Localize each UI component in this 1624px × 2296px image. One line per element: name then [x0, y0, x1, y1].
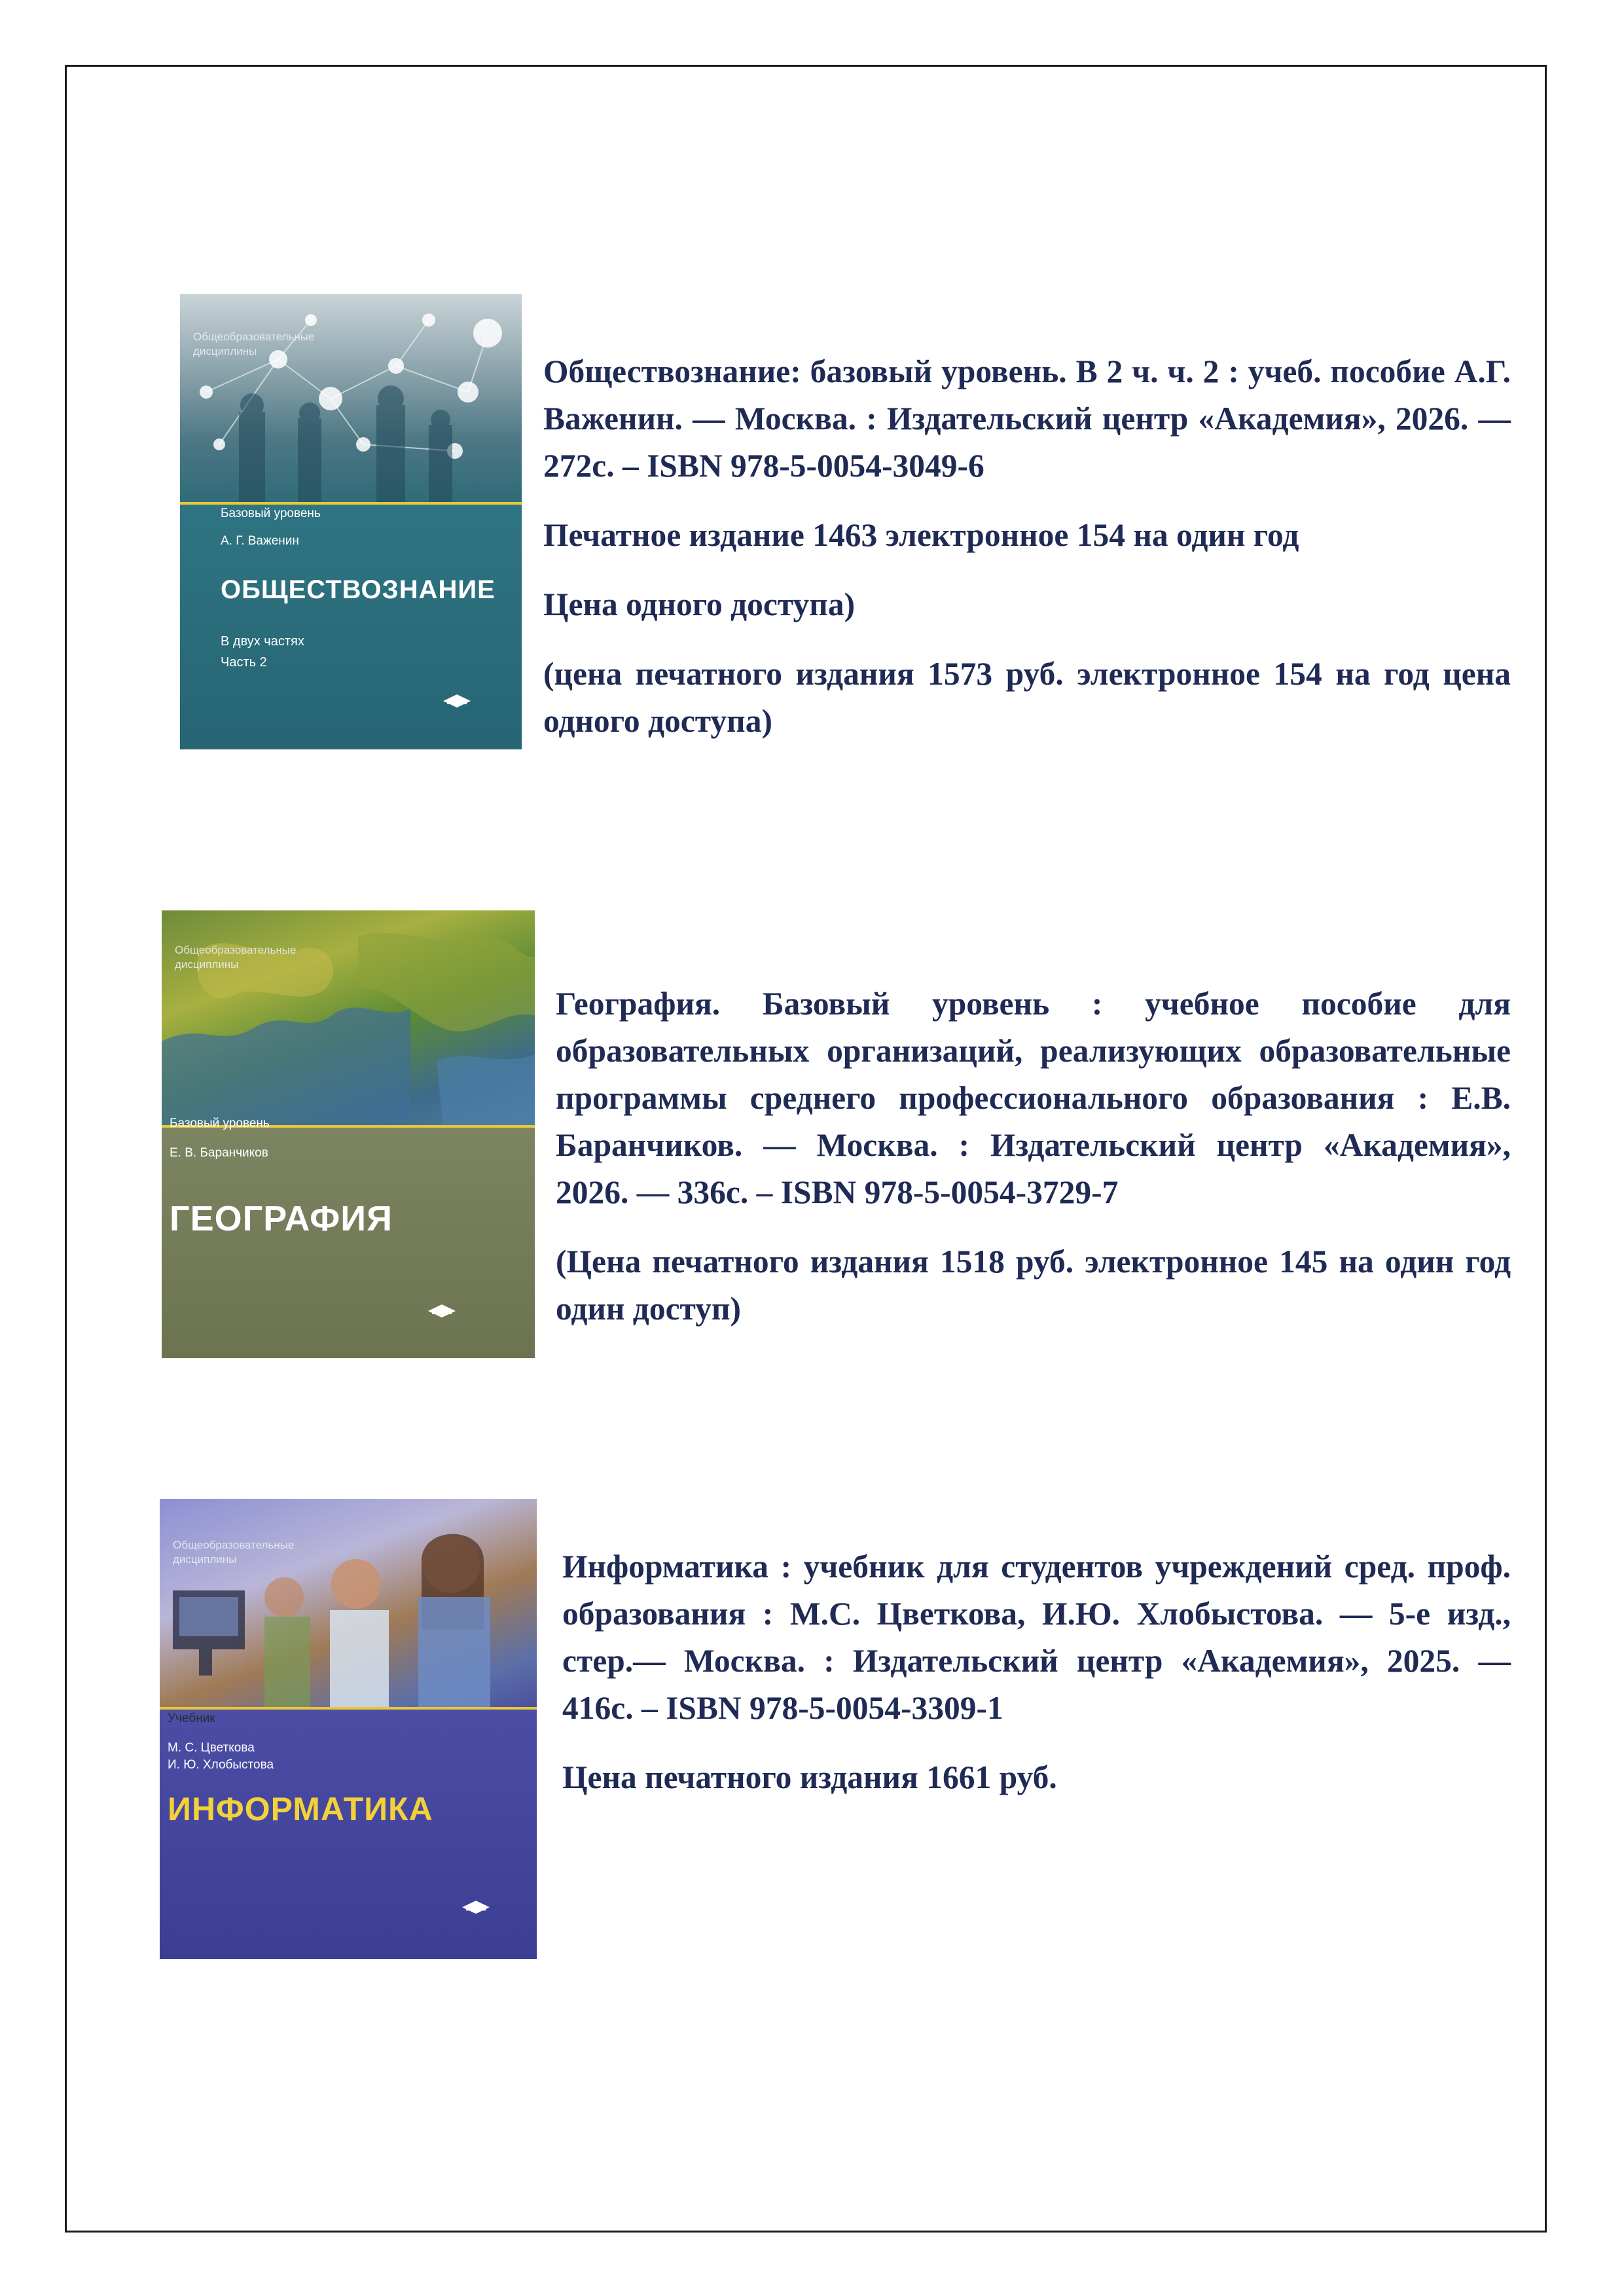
cover-series: Общеобразовательные дисциплины	[193, 331, 315, 357]
cover-level: Базовый уровень	[221, 507, 321, 520]
book-cover-informatics	[160, 1499, 537, 1959]
cover-level: Базовый уровень	[170, 1117, 270, 1130]
book-citation: Обществознание: базовый уровень. В 2 ч. ч. 2 : учеб. пособие А.Г. Важенин. — Москва. : Издательский центр «Академия», 2026. — 272с. – ISBN 978-5-0054-3049-6	[543, 353, 1511, 484]
cover-series: Общеобразовательные дисциплины	[175, 944, 297, 971]
book-description-1	[543, 348, 1511, 745]
book-cover-geography	[162, 910, 535, 1358]
network-people-illustration	[180, 294, 522, 503]
cover-title: ОБЩЕСТВОЗНАНИЕ	[221, 575, 496, 604]
book-price-note: Цена печатного издания 1661 руб.	[562, 1759, 1057, 1795]
cover-title: ИНФОРМАТИКА	[168, 1791, 433, 1827]
cover-lower-panel	[162, 1126, 535, 1358]
cover-photo	[160, 1499, 537, 1708]
cover-photo	[180, 294, 522, 503]
book-citation: География. Базовый уровень : учебное пособие для образовательных организаций, реализующих образовательные программы среднего профессионального образования : Е.В. Баранчиков. — Москва. : Издательский центр «Академия», 2026. — 336с. – ISBN 978-5-0054-3729-7	[556, 986, 1511, 1210]
cover-part: Часть 2	[221, 655, 267, 670]
publisher-logo-icon	[442, 693, 472, 710]
book-citation: Информатика : учебник для студентов учреждений сред. проф. образования : М.С. Цветкова, И.Ю. Хлобыстова. — 5-е изд., стер.— Москва. : Издательский центр «Академия», 2025. — 416с. – ISBN 978-5-0054-3309-1	[562, 1549, 1511, 1726]
cover-level: Учебник	[168, 1712, 215, 1725]
book-price-note: (Цена печатного издания 1518 руб. электронное 145 на один год один доступ)	[556, 1244, 1511, 1327]
cover-author: И. Ю. Хлобыстова	[168, 1758, 274, 1772]
book-price-note: (цена печатного издания 1573 руб. электронное 154 на год цена одного доступа)	[543, 656, 1511, 739]
book-cover-social-studies	[180, 294, 522, 749]
cover-author: А. Г. Важенин	[221, 534, 299, 548]
cover-band	[180, 502, 522, 505]
cover-subtitle: В двух частях	[221, 634, 304, 649]
students-at-computers-illustration	[160, 1499, 537, 1708]
cover-series: Общеобразовательные дисциплины	[173, 1539, 295, 1566]
book-description-3	[562, 1543, 1511, 1801]
book-price-line: Печатное издание 1463 электронное 154 на один год	[543, 517, 1299, 553]
cover-author: Е. В. Баранчиков	[170, 1146, 268, 1160]
book-description-2	[556, 980, 1511, 1333]
cover-author: М. С. Цветкова	[168, 1741, 255, 1755]
publisher-logo-icon	[427, 1303, 457, 1320]
publisher-logo-icon	[461, 1899, 491, 1916]
book-price-line: Цена одного доступа)	[543, 586, 856, 622]
cover-band	[160, 1707, 537, 1710]
cover-title: ГЕОГРАФИЯ	[170, 1199, 393, 1238]
